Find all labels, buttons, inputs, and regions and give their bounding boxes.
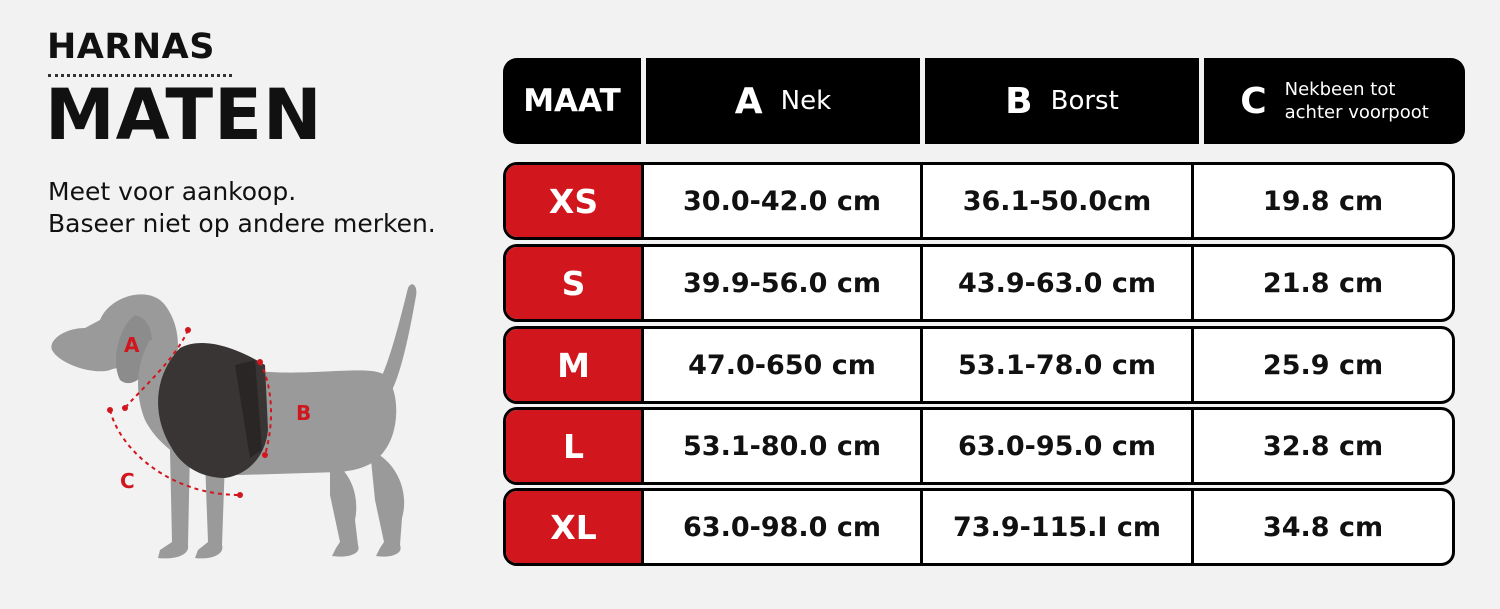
header-a xyxy=(646,58,920,144)
table-row xyxy=(503,326,1455,404)
size-cell: L xyxy=(506,410,644,482)
table-row xyxy=(503,244,1455,322)
chest-cell: 63.0-95.0 cm xyxy=(923,410,1194,482)
length-cell: 25.9 cm xyxy=(1262,349,1384,381)
header-c-label-line-1: Nekbeen tot xyxy=(1284,79,1396,100)
diagram-label-b: B xyxy=(296,401,312,425)
chest-cell: 36.1-50.0cm xyxy=(923,165,1194,237)
table-row xyxy=(503,488,1455,566)
length-cell: 34.8 cm xyxy=(1262,511,1384,543)
length-cell: 19.8 cm xyxy=(1262,185,1384,217)
title-maten: MATEN xyxy=(45,74,323,156)
header-c-label xyxy=(1285,78,1429,124)
header-b-label: Borst xyxy=(1050,86,1119,116)
table-row xyxy=(503,162,1455,240)
neck-cell: 39.9-56.0 cm xyxy=(644,247,923,319)
length-cell: 32.8 cm xyxy=(1262,430,1384,462)
header-c xyxy=(1204,58,1465,144)
dog-illustration xyxy=(40,280,480,580)
chest-cell: 73.9-115.I cm xyxy=(923,491,1194,563)
header-b xyxy=(925,58,1199,144)
header-c-label-line-2: achter voorpoot xyxy=(1284,102,1429,123)
subtitle xyxy=(48,176,436,240)
size-cell: XL xyxy=(506,491,644,563)
header-maat-label: MAAT xyxy=(523,83,621,119)
neck-cell: 63.0-98.0 cm xyxy=(644,491,923,563)
size-table-header xyxy=(503,58,1465,144)
neck-cell: 30.0-42.0 cm xyxy=(644,165,923,237)
size-cell: S xyxy=(506,247,644,319)
title-harnas: HARNAS xyxy=(47,27,215,67)
length-cell: 21.8 cm xyxy=(1262,267,1384,299)
header-c-letter: C xyxy=(1240,80,1267,122)
size-cell: M xyxy=(506,329,644,401)
diagram-label-a: A xyxy=(124,333,140,357)
header-maat xyxy=(503,58,641,144)
neck-cell: 47.0-650 cm xyxy=(644,329,923,401)
subtitle-line-2: Baseer niet op andere merken. xyxy=(48,209,436,238)
header-b-letter: B xyxy=(1005,80,1033,122)
diagram-label-c: C xyxy=(120,469,135,493)
chest-cell: 43.9-63.0 cm xyxy=(923,247,1194,319)
chest-cell: 53.1-78.0 cm xyxy=(923,329,1194,401)
size-cell: XS xyxy=(506,165,644,237)
table-row xyxy=(503,407,1455,485)
header-a-letter: A xyxy=(734,80,763,122)
neck-cell: 53.1-80.0 cm xyxy=(644,410,923,482)
subtitle-line-1: Meet voor aankoop. xyxy=(48,177,297,206)
header-a-label: Nek xyxy=(780,86,832,116)
